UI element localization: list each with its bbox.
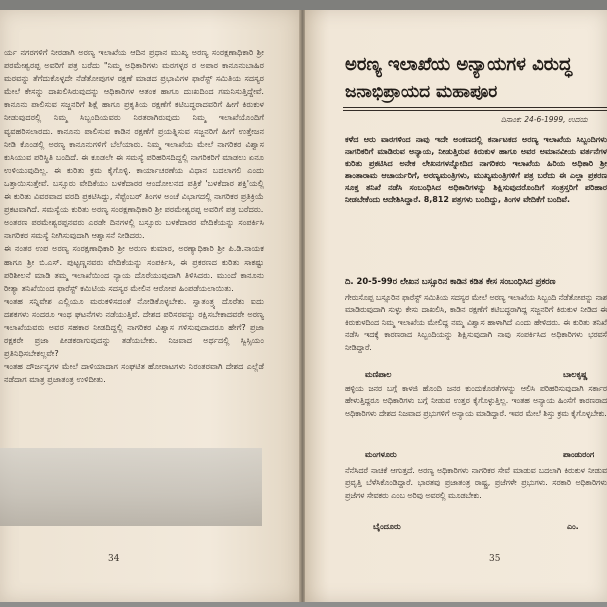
- right-page: [305, 10, 607, 602]
- intro-paragraph: [345, 134, 607, 206]
- faded-photo: [0, 448, 262, 526]
- title-rule: [343, 107, 607, 108]
- left-page-text: [4, 46, 264, 386]
- article-date: ದಿನಾಂಕ: 24-6-1999, ಉದಯ: [501, 115, 588, 124]
- paragraph: ಇಂತಹ ಸನ್ನಿವೇಶ ಎಲ್ಲಿಯೂ ಮರುಕಳಿಸದಂತೆ ನೋಡಿಕೊಳ್ಳಬೇಕು. ಸ್ವಾತಂತ್ರ್ಯ ದೊರೆತು ಐದು ದಶಕಗಳು ಸಂದರೂ ಇಂಥ ಘಟನೆಗಳು ನಡೆಯುತ್ತಿವೆ. ದೇಶದ ಪರಿಸರವನ್ನು ರಕ್ಷಿಸಬೇಕಾದವರೇ ಅರಣ್ಯ ಇಲಾಖೆಯವರು ಅವರ ಸಹಕಾರ ನೀಡದಿದ್ದಲ್ಲಿ ನಾಗರಿಕರ ವಿಶ್ವಾಸ ಗಳಿಸುವುದಾದರೂ ಹೇಗೆ? ಪ್ರಜಾ ರಕ್ಷಕರೇ ಪ್ರಜಾ ಪೀಡಕರಾಗುವುದನ್ನು ತಡೆಯಬೇಕು. ನಿಜವಾದ ಅರ್ಥದಲ್ಲಿ ಸ್ವಿಸ್ಸಿಯಂ ಪ್ರತಿನಿಧಿಸಬೇಕಲ್ಲವೇ?: [4, 295, 264, 359]
- article-title: ಅರಣ್ಯ ಇಲಾಖೆಯ ಅನ್ಯಾಯಗಳ ವಿರುದ್ಧ: [345, 54, 573, 75]
- paragraph: ಈ ನಂತರ ಉಪ ಅರಣ್ಯ ಸಂರಕ್ಷಣಾಧಿಕಾರಿ ಶ್ರೀ ಅರುಣ ಕುಮಾರ, ಅರಣ್ಯಾಧಿಕಾರಿ ಶ್ರೀ ಪಿ.ಡಿ.ನಾಯಕ ಹಾಗೂ ಶ್ರೀ ಬಿ.ಎಸ್. ಪುಟ್ಟಣ್ಣನವರು ವೇದಿಕೆಯನ್ನು ಸಂಪರ್ಕಿಸಿ, ಈ ಪ್ರಕರಣದ ಕುರಿತು ಸಾಕಷ್ಟು ಪರಿಶೀಲನೆ ಮಾಡಿ ತಮ್ಮ ಇಲಾಖೆಯಿಂದ ನ್ಯಾಯ ದೊರೆಯುವುದಾಗಿ ತಿಳಿಸಿದರು. ಮುಂದೆ ಕಾನೂನು ರೀತ್ಯಾ ತನಿಖೆಯಿಂದ ಫಾರೆಸ್ಟ್ ಕಮಿಟಿಯ ಸದಸ್ಯರ ಮೇಲಿನ ಆರೋಪ ಹಿಂಪಡೆಯಲಾಯಿತು.: [4, 243, 264, 293]
- letter-text: ನೆನೆಸಿದರೆ ನಾಚಿಕೆ ಆಗುತ್ತದೆ. ಅರಣ್ಯ ಅಧಿಕಾರಿಗಳು ನಾಗರಿಕರ ಸೇವೆ ಮಾಡುವ ಬದಲಾಗಿ ಕಿರುಕುಳ ನೀಡುವ ಪ್ರವೃತ್ತಿ ಬೆಳೆಸಿಕೊಂಡಿದ್ದಾರೆ. ಭಾರತವು ಪ್ರಜಾತಂತ್ರ ರಾಷ್ಟ್ರ, ಪ್ರಜೆಗಳೇ ಪ್ರಭುಗಳು. ಸರಕಾರಿ ಅಧಿಕಾರಿಗಳು ಪ್ರಜೆಗಳ ಸೇವಕರು ಎಂಬ ಅರಿವು ಅವರಲ್ಲಿ ಮೂಡಬೇಕು.: [345, 466, 607, 500]
- paragraph: ಇಂತಹ ದೌರ್ಜನ್ಯಗಳ ಮೇಲೆ ದಾಳಿಯಾದಾಗ ಸಂಘಟಿತ ಹೋರಾಟಗಳು ನಿರಂತರವಾಗಿ ದೇಶದ ಎಲ್ಲೆಡೆ ನಡೆದಾಗ ಮಾತ್ರ ಪ್ರಜಾತಂತ್ರ ಉಳಿದೀತು.: [4, 361, 264, 385]
- paragraph: ಅಂತರಣ ಪರಮೇಶ್ವರಪ್ಪನವರು ಎರಡೇ ದಿನಗಳಲ್ಲಿ ಬಸ್ಸೂರು ಬಳಕೆದಾರರ ವೇದಿಕೆಯನ್ನು ಸಂಪರ್ಕಿಸಿ ನಾಗರಿಕರ ಸಮಸ್ಯೆ ನೀಗಿಸುವುದಾಗಿ ಆಶ್ವಾಸನೆ ನೀಡಿದರು.: [4, 217, 264, 241]
- letter-place: ಬೈಂದೂರು: [373, 522, 401, 531]
- page-number: 35: [489, 554, 501, 564]
- article-subtitle: ಜನಾಭಿಪ್ರಾಯದ ಮಹಾಪೂರ: [345, 82, 498, 102]
- left-page: [0, 10, 300, 602]
- letter-author: ಎಂ.: [567, 522, 579, 531]
- paragraph: ರ್ಯ ನಗರಗಳಿಗೆ ನೀರಡಾಗಿ ಅರಣ್ಯ ಇಲಾಖೆಯ ಆದಿನ ಪ್ರಧಾನ ಮುಖ್ಯ ಅರಣ್ಯ ಸಂರಕ್ಷಣಾಧಿಕಾರಿ ಶ್ರೀ ಪರಮೇಶ್ವರಪ್ಪ ಅವರಿಗೆ ಪತ್ರ ಬರೆದು "ನಿಮ್ಮ ಅಧಿಕಾರಿಗಳು ಮರಗಳ್ಳರ ರ ಅಪಾರ ಕಾನೂನುಬಾಹಿರ ಮರವನ್ನು ತೆಗೆದುಕೊಳ್ಳದೇ ನೆಡೆತೋಪುಗಳ ರಕ್ಷಣೆ ಮಾಡದ ಪ್ರಭಾವಿಗಳ ಫಾರೆಸ್ಟ್ ಸಮಿತಿಯ ಸದಸ್ಯರ ಮೇಲೆ ಕೇಸನ್ನು ದಾಖಲಿಸಿರುವುದನ್ನು ಆಧಿಕಾರಿಗಳ ಆತಂಕ ಹಾಗೂ ದುಃಖದಿಂದ ಗಮನಿಸುತ್ತಿದ್ದೇವೆ. ಕಾನೂನು ಪಾಲಿಸುವ ಸಜ್ಜನರಿಗೆ ಶಿಕ್ಷೆ ಹಾಗೂ ಪ್ರಕೃತಿಯ ರಕ್ಷಣೆಗೆ ಕಟಿಬದ್ಧರಾದವರಿಗೆ ಹೀಗೆ ಕಿರುಕುಳ ನೀಡುವುದರಲ್ಲಿ ನಿಮ್ಮ ಸಿಬ್ಬಂದಿಯವರು ನಿರತರಾಗಿರುವುದು ನಿಮ್ಮ ಇಲಾಖೆಯೊಂದಿಗೆ ವ್ಯವಹರಿಸಲಾರದು. ಕಾನೂನು ಪಾಲಿಸುವ ಕಾಡಿನ ರಕ್ಷಣೆಗೆ ಪ್ರಯತ್ನಿಸುವ ಸಜ್ಜನರಿಗೆ ಹೀಗೆ ಉತ್ತೇಜನ ನೀಡಿ ಕೊಂಡಲ್ಲಿ ಅರಣ್ಯ ಕಾನೂನುಗಳಿಗೆ ಬೆಲೆಯಾರು. ನಿಮ್ಮ ಇಲಾಖೆಯ ಮೇಲೆ ನಾಗರಿಕರ ವಿಶ್ವಾಸ ಕುಸಿಯುವ ಪರಿಸ್ಥಿತಿ ಬಂದಿದೆ. ಈ ಕೂಡಲೇ ಈ ಸಮಸ್ಯೆ ಪರಿಹರಿಸದಿದ್ದಲ್ಲಿ ನಾಗರಿಕರಿಗೆ ಮಾಡಲು ಏನೂ ಉಳಿಯುವುದಿಲ್ಲ. ಈ ಕುರಿತು ಕ್ರಮ ಕೈಗೊಳ್ಳಿ. ಕಾರ್ಯಾಚರಣೆಯ ವಿಧಾನ ಬದಲಾಗಲಿ ಎಂದು ಒತ್ತಾಯಿಸುತ್ತೇವೆ. ಬಸ್ಸೂರು ವೇದಿಕೆಯು ಬಳಕೆದಾರರ ಆಂದೋಲನದ ಪತ್ರಿಕೆ 'ಬಳಕೆದಾರ ಶಕ್ತಿ'ಯಲ್ಲಿ ಈ ಕುರಿತು ವಿವರವಾದ ವರದಿ ಪ್ರಕಟಿಸಿದ್ದು, ಸೆಪ್ಟೆಂಬರ್ ತಿಂಗಳ ಅಂಚೆ ವಿಭಾಗದಲ್ಲಿ ನಾಗರಿಕರ ಪ್ರತಿಕ್ರಿಯೆ ಪ್ರಕಟವಾಗಿದೆ. ಸಮಸ್ಯೆಯ ಕುರಿತು ಅರಣ್ಯ ಸಂರಕ್ಷಣಾಧಿಕಾರಿ ಶ್ರೀ ಪರಮೇಶ್ವರಪ್ಪ ಅವರಿಗೆ ಪತ್ರ ಬರೆದರು.: [4, 47, 264, 215]
- letter-text: ಗೇರುಸೊಪ್ಪ ಬಸ್ಸೂರಿನ ಫಾರೆಸ್ಟ್ ಸಮಿತಿಯ ಸದಸ್ಯರ ಮೇಲೆ ಅರಣ್ಯ ಇಲಾಖೆಯ ಸಿಬ್ಬಂದಿ ನೆಡೆತೋಪನ್ನು ನಾಶ ಮಾಡಿರುವುದಾಗಿ ಸುಳ್ಳು ಕೇಸು ದಾಖಲಿಸಿ, ಕಾಡಿನ ರಕ್ಷಣೆಗೆ ಕಟಿಬದ್ಧರಾಗಿದ್ದ ಸಜ್ಜನರಿಗೆ ಕಿರುಕುಳ ನೀಡಿದ ಈ ಕಿರುಕುಳದಿಂದ ನಿಮ್ಮ ಇಲಾಖೆಯ ಮೇಲಿದ್ದ ನಮ್ಮ ವಿಶ್ವಾಸ ಹಾಳಾಗಿದೆ ಎಂದು ಹೇಳಿದರು. ಈ ಕುರಿತು ತನಿಖೆ ನಡೆಸಿ ಇದಕ್ಕೆ ಕಾರಣರಾದ ಸಿಬ್ಬಂದಿಯನ್ನು ಶಿಕ್ಷಿಸುವುದಾಗಿ ನಾವು ಸಂಪರ್ಕಿಸಿದ ಅಧಿಕಾರಿಗಳು ಭರವಸೆ ನೀಡಿದ್ದಾರೆ.: [345, 293, 607, 352]
- title-rule: [343, 110, 607, 111]
- section-heading: ದಿ. 20-5-99ರ ಲೇಖನ ಬಸ್ಸೂರಿನ ಕಾಡಿನ ಕಡಿತ ಕೇಸ ಸಂಬಂಧಿಸಿದ ಪ್ರಕರಣ: [345, 276, 556, 286]
- page-number: 34: [108, 554, 120, 564]
- letter-text: ಹಳ್ಳಿಯ ಜನರ ಬಗ್ಗೆ ಕಾಳಜಿ ಹೊಂದಿ ಜನರ ಕುಂದುಕೊರತೆಗಳನ್ನು ಆಲಿಸಿ ಪರಿಹರಿಸುವುದಾಗಿ ಸರ್ಕಾರ ಹೇಳುತ್ತಿದ್ದರೂ ಅಧಿಕಾರಿಗಳು ಬಗ್ಗೆ ನೀಡುವ ಉತ್ತರ ಕೈಗೊಳ್ಳುತ್ತಿಲ್ಲ. ಇಂತಹ ಅನ್ಯಾಯ ಹಿಂಸೆಗೆ ಕಾರಣರಾದ ಅಧಿಕಾರಿಗಳು ದೇಶದ ನಿಜವಾದ ಪ್ರಭುಗಳಿಗೆ ಅನ್ಯಾಯ ಮಾಡಿದ್ದಾರೆ. ಇವರ ಮೇಲೆ ಶಿಸ್ತು ಕ್ರಮ ಕೈಗೊಳ್ಳಬೇಕು.: [345, 384, 607, 418]
- letter-author: ಬಾಲಕೃಷ್ಣ: [563, 370, 588, 379]
- letter-place: ಮಣಿಪಾಲ: [365, 370, 392, 379]
- letter-author: ಪಾಂಡುರಂಗ: [563, 450, 595, 459]
- scan-background: [0, 0, 607, 10]
- letter-place: ಮಂಗಳೂರು: [365, 450, 397, 459]
- intro-text: ಕಳೆದ ಆರು ವಾರಗಳಿಂದ ನಾವು ಇದೇ ಅಂಕಣದಲ್ಲಿ ಕರ್ನಾಟಕದ ಅರಣ್ಯ ಇಲಾಖೆಯ ಸಿಬ್ಬಂದಿಗಳು ನಾಗರಿಕರಿಗೆ ಮಾಡಿರುವ ಅನ್ಯಾಯ, ನೀಡುತ್ತಿರುವ ಕಿರುಕುಳ ಹಾಗೂ ಅವರ ಅಮಾನವೀಯ ವರ್ತನೆಗಳ ಕುರಿತು ಪ್ರಕಟಿಸಿದ ಅನೇಕ ಲೇಖನಗಳನ್ನೋದಿದ ನಾಗರಿಕರು ಇಲಾಖೆಯ ಹಿರಿಯ ಅಧಿಕಾರಿ ಶ್ರೀ ಶಾಂತಾರಾಮ ಆಚಾರ್ಯರಿಗೆ, ಅರಣ್ಯಮಂತ್ರಿಗಳು, ಮುಖ್ಯಮಂತ್ರಿಗಳಿಗೆ ಪತ್ರ ಬರೆದು ಈ ಎಲ್ಲಾ ಪ್ರಕರಣ ಸೂಕ್ತ ತನಿಖೆ ನಡೆಸಿ ಸಂಬಂಧಿಸಿದ ಅಧಿಕಾರಿಗಳನ್ನು ಶಿಕ್ಷಿಸುವುದರೊಂದಿಗೆ ಸಂತ್ರಸ್ತರಿಗೆ ಪರಿಹಾರ ನೀಡಬೇಕೆಂದು ಆದೇಶಿಸಿದ್ದಾರೆ. 8,812 ಪತ್ರಗಳು ಬಂದಿದ್ದು, ತಿಂಗಳ ವೇದಿಕೆಗೆ ಬಂದಿವೆ.: [345, 135, 607, 204]
